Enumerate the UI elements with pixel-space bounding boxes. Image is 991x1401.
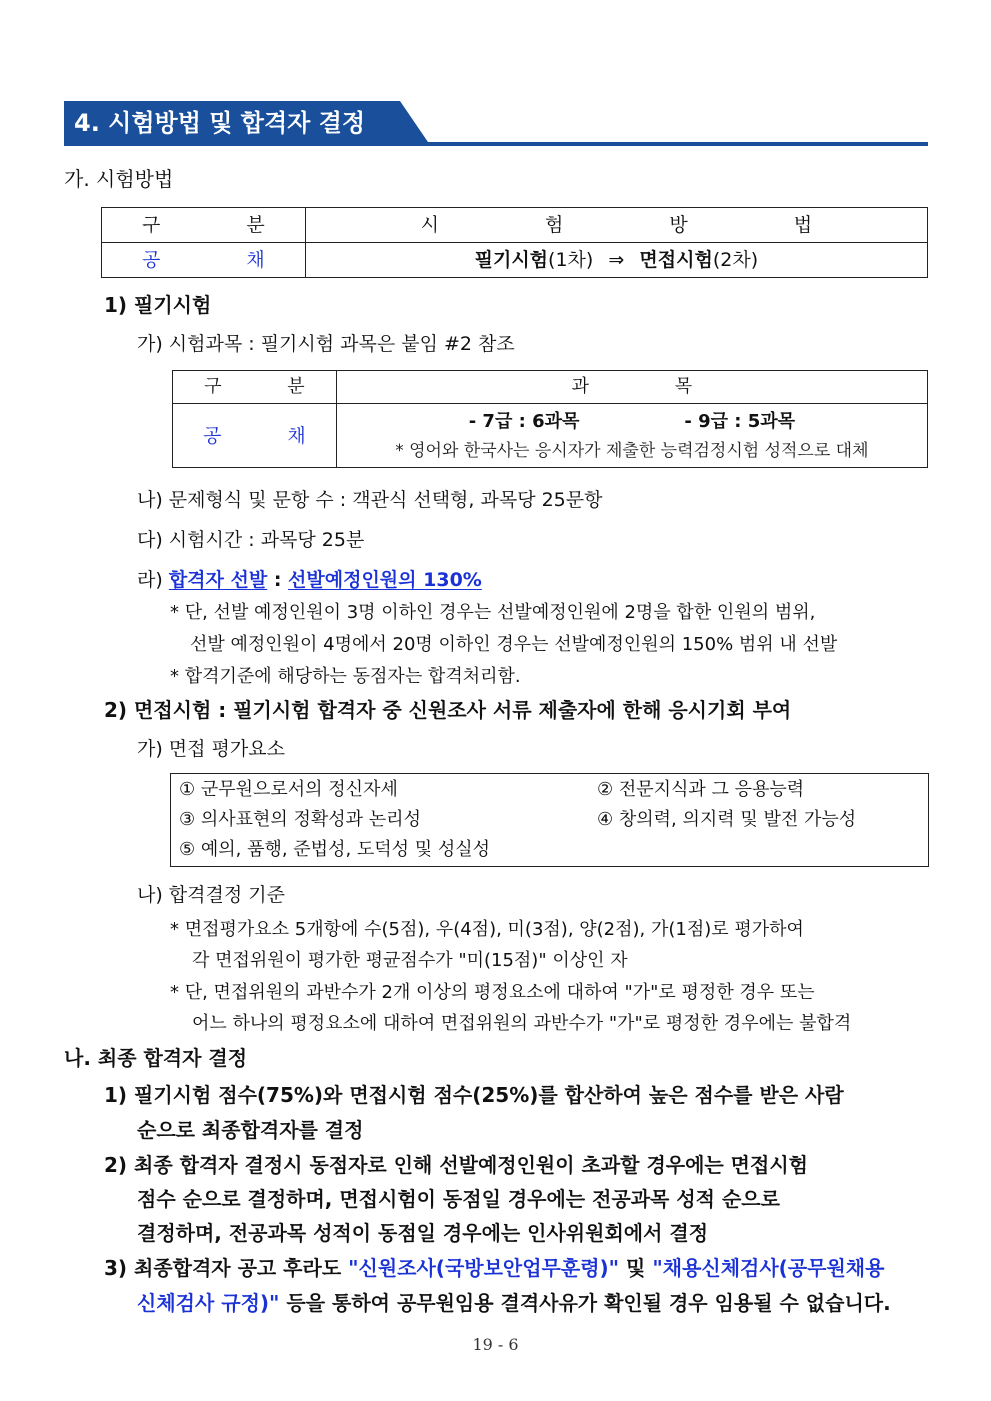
final-item-2-cont-2: 결정하며, 전공과목 성적이 동점일 경우에는 인사위원회에서 결정 — [137, 1221, 709, 1245]
criteria-2-cont: 어느 하나의 평정요소에 대하여 면접위원의 과반수가 "가"로 평정한 경우에는 불합격 — [192, 1013, 852, 1034]
heading-na: 나. 최종 합격자 결정 — [64, 1046, 248, 1070]
final-item-3: 3) 최종합격자 공고 후라도 "신원조사(국방보안업무훈령)" 및 "채용신체검사(공무원채용 — [104, 1256, 885, 1280]
selection-rule: 라) 합격자 선발 : 선발예정인원의 130% — [137, 569, 482, 591]
final-item-1: 1) 필기시험 점수(75%)와 면접시험 점수(25%)를 합산하여 높은 점수를 받은 사람 — [104, 1083, 844, 1107]
criteria-2: * 단, 면접위원의 과반수가 2개 이상의 평정요소에 대하여 "가"로 평정한 경우 또는 — [170, 982, 815, 1003]
subject-note: * 영어와 한국사는 응시자가 제출한 능력검정시험 성적으로 대체 — [395, 440, 869, 461]
factor-1: ① 군무원으로서의 정신자세 — [179, 779, 398, 800]
grade7-subjects: - 7급 : 6과목 — [468, 410, 580, 432]
final-item-2: 2) 최종 합격자 결정시 동점자로 인해 선발예정인원이 초과할 경우에는 면접시험 — [104, 1153, 808, 1177]
selection-note-1-cont: 선발 예정인원이 4명에서 20명 이하인 경우는 선발예정인원의 150% 범위 내 선발 — [190, 634, 838, 655]
subject-cell-subjects — [336, 404, 927, 468]
grade9-subjects: - 9급 : 5과목 — [684, 410, 796, 432]
selection-note-1: * 단, 선발 예정인원이 3명 이하인 경우는 선발예정인원에 2명을 합한 인원의 범위, — [170, 602, 816, 623]
criteria-heading: 나) 합격결정 기준 — [137, 884, 285, 906]
final-item-2-cont-1: 점수 순으로 결정하며, 면접시험이 동점일 경우에는 전공과목 성적 순으로 — [137, 1187, 780, 1211]
selection-note-2: * 합격기준에 해당하는 동점자는 합격처리함. — [170, 666, 521, 687]
factor-5: ⑤ 예의, 품행, 준법성, 도덕성 및 성실성 — [179, 839, 491, 860]
question-format: 나) 문제형식 및 문항 수 : 객관식 선택형, 과목당 25문항 — [137, 489, 603, 511]
heading-interview: 2) 면접시험 : 필기시험 합격자 중 신원조사 서류 제출자에 한해 응시기회 부여 — [104, 698, 792, 722]
factor-4: ④ 창의력, 의지력 및 발전 가능성 — [597, 809, 857, 830]
interview-factors-box — [170, 773, 929, 867]
heading-ga: 가. 시험방법 — [64, 167, 174, 191]
exam-method-table — [101, 207, 928, 278]
factor-2: ② 전문지식과 그 응용능력 — [597, 779, 805, 800]
heading-written-exam: 1) 필기시험 — [104, 293, 212, 317]
written-subjects: 가) 시험과목 : 필기시험 과목은 붙임 #2 참조 — [137, 333, 515, 355]
subject-header-category: 구 분 — [173, 371, 337, 404]
criteria-1-cont: 각 면접위원이 평가한 평균점수가 "미(15점)" 이상인 자 — [192, 950, 628, 971]
criteria-1: * 면접평가요소 5개항에 수(5점), 우(4점), 미(3점), 양(2점), 가(1점)로 평가하여 — [170, 919, 804, 940]
exam-time: 다) 시험시간 : 과목당 25분 — [137, 529, 365, 551]
table-cell-category: 공 채 — [102, 243, 306, 278]
final-item-3-cont: 신체검사 규정)" 등을 통하여 공무원임용 결격사유가 확인될 경우 임용될 수 없습니다. — [137, 1291, 891, 1315]
interview-factors-heading: 가) 면접 평가요소 — [137, 738, 285, 760]
table-cell-method: 필기시험(1차) ⇒ 면접시험(2차) — [305, 243, 927, 278]
page-number: 19 - 6 — [472, 1335, 519, 1354]
table-header-category: 구 분 — [102, 208, 306, 243]
factor-3: ③ 의사표현의 정확성과 논리성 — [179, 809, 421, 830]
section-title: 4. 시험방법 및 합격자 결정 — [74, 109, 366, 137]
final-item-1-cont: 순으로 최종합격자를 결정 — [137, 1118, 364, 1142]
banner-underline — [64, 142, 928, 146]
subject-header-subjects: 과 목 — [336, 371, 927, 404]
subject-cell-category: 공 채 — [173, 404, 337, 468]
section-banner — [64, 101, 430, 145]
subject-table — [172, 370, 928, 468]
table-header-method: 시 험 방 법 — [305, 208, 927, 243]
